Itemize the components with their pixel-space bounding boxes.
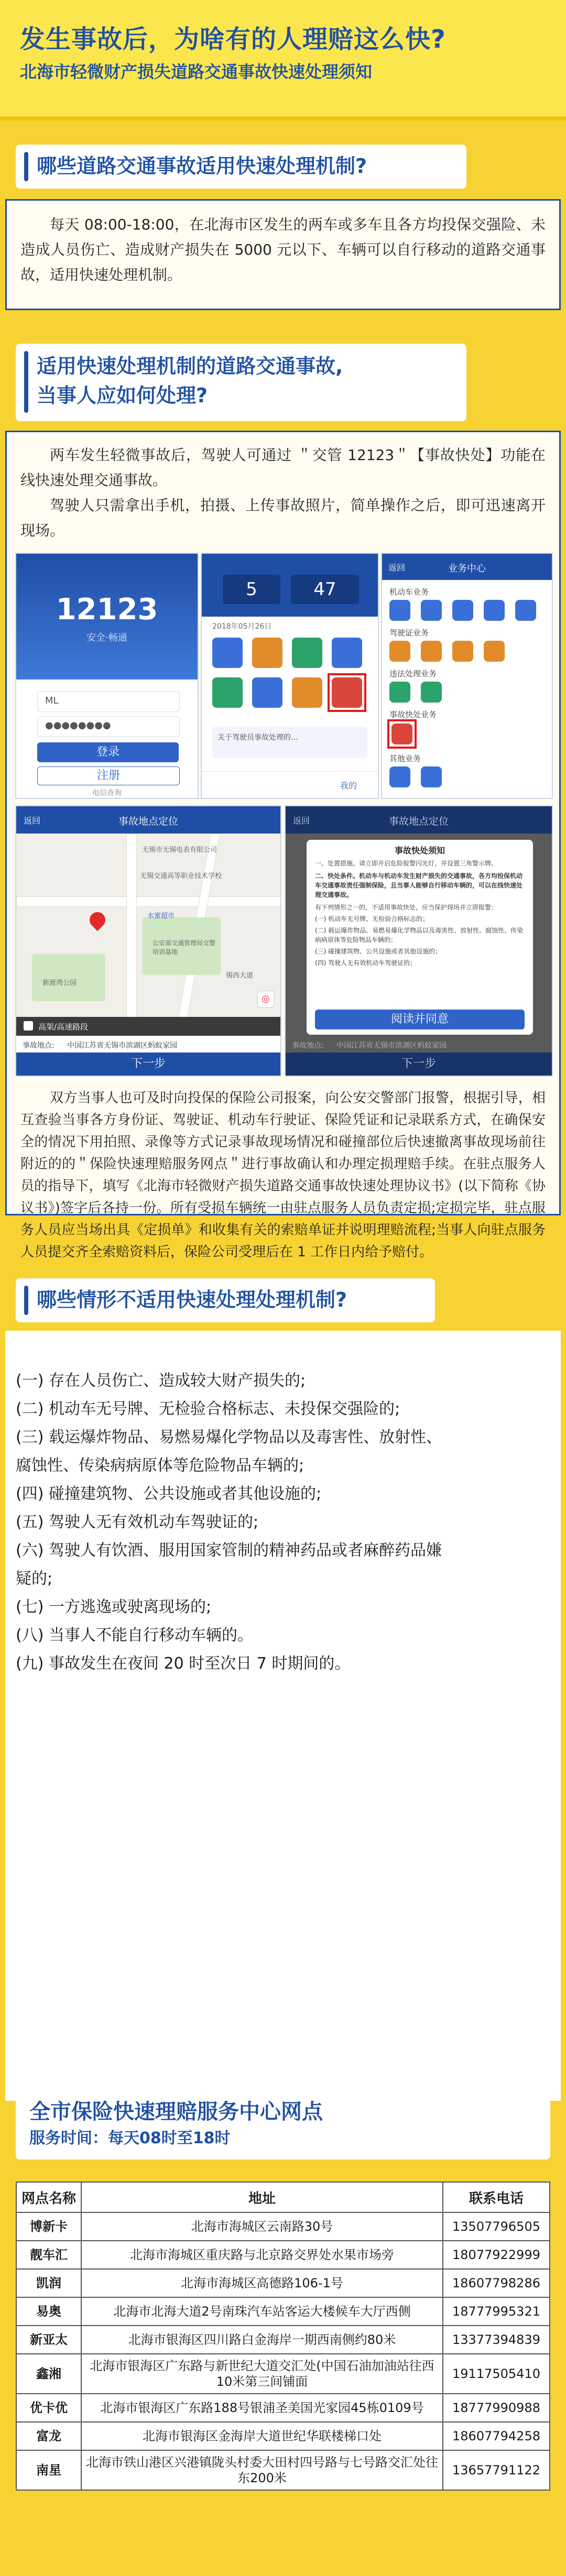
service-tile[interactable] [292, 638, 322, 668]
location-row [292, 1040, 447, 1050]
service-tile[interactable] [389, 600, 410, 621]
service-tile[interactable] [252, 638, 282, 668]
list-item: (二) 机动车无号牌、无检验合格标志、未投保交强险的; [16, 1400, 400, 1418]
header-divider [0, 116, 566, 120]
section2-heading-box [16, 344, 466, 421]
cell-name: 优卡优 [16, 2394, 81, 2422]
cell-phone: 19117505410 [443, 2354, 550, 2394]
list-item: (五) 驾驶人无有效机动车驾驶证的; [16, 1513, 259, 1531]
column-header: 联系电话 [443, 2182, 550, 2212]
toggle-label: 高架/高速路段 [38, 1022, 89, 1032]
checkbox[interactable] [24, 1021, 33, 1031]
dialog-para: (二) 载运爆炸物品、易燃易爆化学物品以及毒害性、放射性、腐蚀性、传染病病原体等危险物品车辆的； [315, 927, 524, 944]
cell-name: 博新卡 [16, 2212, 81, 2241]
highlight-box [328, 673, 366, 712]
list-item: (六) 驾驶人有饮酒、服用国家管制的精神药品或者麻醉药品嫌 [16, 1541, 442, 1560]
table-row [16, 2297, 550, 2326]
map-area[interactable] [16, 834, 280, 1017]
heading-accent-bar [24, 152, 28, 181]
dialog-title: 事故快处须知 [394, 846, 445, 856]
table-row [16, 2450, 550, 2490]
service-tile[interactable] [452, 600, 473, 621]
back-button[interactable]: 返回 [388, 563, 406, 573]
notice-title: 事故地点定位 [388, 816, 449, 827]
home-date: 2018年05月26日 [212, 622, 272, 631]
column-header: 地址 [81, 2182, 443, 2212]
location-row [23, 1040, 177, 1050]
column-header: 网点名称 [16, 2182, 81, 2212]
location-pin-icon [86, 909, 108, 931]
location-prefix: 事故地点: [292, 1042, 324, 1050]
map-top-bar [16, 806, 280, 834]
cell-address: 北海市银海区金海岸大道世纪华联楼梯口处 [81, 2422, 443, 2450]
service-tile[interactable] [292, 677, 322, 708]
cell-address: 北海市铁山港区兴港镇陇头村委大田村四号路与七号路交汇处往东200米 [81, 2450, 443, 2490]
list-item: 腐蚀性、传染病病原体等危险物品车辆的; [16, 1456, 304, 1475]
dialog-para: (四) 驾驶人无有效机动车驾驶证的； [315, 959, 417, 967]
group-license: 驾驶证业务 [389, 628, 429, 638]
password-field[interactable] [37, 716, 180, 737]
section1-text: 每天 08:00-18:00，在北海市区发生的两车或多车且各方均投保交强险、未造成人员伤亡、造成财产损失在 5000 元以下、车辆可以自行移动的道路交通事故，适用快速处理机制。 [20, 216, 546, 283]
table-row [16, 2241, 550, 2269]
home-top-bar [202, 554, 378, 617]
service-tile[interactable] [389, 682, 410, 703]
table-row [16, 2269, 550, 2297]
section2-para3: 双方当事人也可及时向投保的保险公司报案，向公安交警部门报警，根据引导，相互查验当事各方身份证、驾驶证、机动车行驶证、保险凭证和记录联系方式，在确保安全的情况下用拍照、录像等方式记录事故现场情况和碰撞部位后快速撤离事故现场前往附近的的＂保险快速理赔服务网点＂进行事故确认和办理定损理赔手续。在驻点服务人员的指导下，填写《北海市轻微财产损失道路交通事故快速处理协议书》(以下简称《协议书》)签字后各持一份。所有受损车辆统一由驻点服务人员负责定损;定损完毕，驻点服务人员应当场出具《定损单》和收集有关的索赔单证并说明理赔流程;当事人向驻点服务人员提交齐全索赔资料后，保险公司受理后在 1 工作日内给予赔付。 [20, 1090, 546, 1260]
cell-address: 北海市银海区广东路188号银浦圣美国光家园45栋0109号 [81, 2394, 443, 2422]
cell-address: 北海市银海区四川路白金海岸一期西南侧约80米 [81, 2326, 443, 2354]
service-tile[interactable] [389, 766, 410, 787]
service-tile[interactable] [332, 638, 362, 668]
service-tile[interactable] [421, 766, 442, 787]
dialog-para: (一) 机动车无号牌、无检验合格标志的； [315, 915, 429, 923]
service-tile[interactable] [212, 638, 243, 668]
password-mask: ●●●●●●●● [45, 720, 111, 731]
cell-address: 北海市海城区重庆路与北京路交界处水果市场旁 [81, 2241, 443, 2269]
id-field-value: ML [45, 695, 59, 706]
dialog-content [315, 859, 525, 968]
list-item: (八) 当事人不能自行移动车辆的。 [16, 1626, 253, 1645]
forgot-link[interactable]: 电信查询 [92, 789, 122, 797]
table-body [16, 2212, 550, 2490]
list-item: (一) 存在人员伤亡、造成较大财产损失的; [16, 1372, 306, 1390]
map-road [126, 834, 137, 1018]
group-accident: 事故快处业务 [389, 710, 437, 719]
cell-address: 北海市银海区广东路与新世纪大道交汇处(中国石油加油站往西10米第三间铺面 [81, 2354, 443, 2394]
location-value: 中国江苏省无锡市滨湖区蚂蚁家园 [67, 1042, 178, 1050]
back-button[interactable]: 返回 [24, 816, 41, 826]
login-banner [16, 554, 198, 679]
service-tile[interactable] [389, 641, 410, 662]
map-label: 锡西大道 [226, 972, 254, 980]
service-tile[interactable] [421, 682, 442, 703]
cell-phone: 18607794258 [443, 2422, 550, 2450]
section4-heading: 全市保险快速理赔服务中心网点 [29, 2100, 323, 2124]
dialog-para: 二、快处条件。机动车与机动车发生财产损失的交通事故，各方均投保机动车交通事故责任强制保险，且当事人能够自行移动车辆的，可以在线快速处理交通事故。 [315, 872, 523, 898]
cell-phone: 18077922999 [443, 2241, 550, 2269]
list-item: (三) 载运爆炸物品、易燃易爆化学物品以及毒害性、放射性、 [16, 1428, 442, 1446]
cell-name: 易奥 [16, 2297, 81, 2326]
next-button[interactable]: 下一步 [286, 1053, 552, 1076]
cell-phone: 18777995321 [443, 2297, 550, 2326]
group-other: 其他业务 [389, 754, 421, 763]
section2-para1: 两车发生轻微事故后，驾驶人可通过 ＂交管 12123＂【事故快处】功能在线快速处理交通事故。 [20, 446, 546, 489]
toggle-bar [16, 1017, 280, 1036]
table-row [16, 2212, 550, 2241]
map-label: 水蜜超市 [147, 912, 175, 920]
table-row [16, 2354, 550, 2394]
table-row [16, 2422, 550, 2450]
app-logo-subtitle: 安全·畅通 [86, 632, 127, 643]
cell-address: 北海市北海大道2号南珠汽车站客运大楼候车大厅西侧 [81, 2297, 443, 2326]
dialog-para: (三) 碰撞建筑物、公共设施或者其他设施的； [315, 948, 442, 955]
map-label: 新渡湾公园 [42, 979, 77, 987]
count-card-1: 5 [223, 575, 280, 604]
section2-body [5, 431, 561, 1260]
service-tile[interactable] [252, 677, 282, 708]
heading-accent-bar [24, 1286, 28, 1315]
list-item: (七) 一方逃逸或驶离现场的; [16, 1598, 212, 1616]
home-bottom-nav [202, 771, 378, 798]
dialog-para: 有下列情形之一的，不适用事故快处，应当保护现场并立即报警： [315, 904, 498, 911]
cell-name: 新亚太 [16, 2326, 81, 2354]
section2-heading-line2: 当事人应如何处理? [37, 384, 208, 407]
page-subtitle: 北海市轻微财产损失道路交通事故快速处理须知 [20, 62, 373, 82]
cell-phone: 13377394839 [443, 2326, 550, 2354]
register-button[interactable]: 注册 [37, 766, 180, 785]
cell-phone: 13657791122 [443, 2450, 550, 2490]
cell-address: 北海市海城区高德路106-1号 [81, 2269, 443, 2297]
section2-para2: 驾驶人只需拿出手机，拍摄、上传事故照片，简单操作之后，即可迅速离开现场。 [20, 497, 546, 539]
header-banner [0, 0, 566, 120]
app-map-screen [15, 805, 281, 1077]
service-tile[interactable] [452, 641, 473, 662]
list-item: (九) 事故发生在夜间 20 时至次日 7 时期间的。 [16, 1654, 351, 1673]
service-tile[interactable] [421, 600, 442, 621]
app-login-screen [15, 553, 199, 799]
app-notice-screen [285, 805, 553, 1077]
map-road [16, 896, 281, 907]
business-top-bar [382, 554, 552, 580]
cell-name: 鑫湘 [16, 2354, 81, 2394]
app-logo: 12123 [56, 593, 158, 627]
location-prefix: 事故地点: [23, 1042, 55, 1050]
section1-body [5, 199, 561, 310]
notice-top-bar [286, 806, 552, 834]
cell-phone: 18607798286 [443, 2269, 550, 2297]
list-item: (四) 碰撞建筑物、公共设施或者其他设施的; [16, 1485, 322, 1503]
home-notice[interactable]: 关于驾驶员事故处理的… [212, 727, 367, 758]
back-button[interactable]: 返回 [293, 816, 310, 826]
table-row [16, 2326, 550, 2354]
cell-address: 北海市海城区云南路30号 [81, 2212, 443, 2241]
section3-heading-box [16, 1278, 435, 1322]
location-value: 中国江苏省无锡市滨湖区蚂蚁家园 [336, 1042, 447, 1050]
section1-heading: 哪些道路交通事故适用快速处理机制? [37, 155, 367, 178]
map-label: 公安部交通管理局交警培训基地 [153, 939, 216, 956]
service-hours: 服务时间：每天08时至18时 [29, 2129, 231, 2147]
section2-heading-line1: 适用快速处理机制的道路交通事故, [37, 355, 343, 378]
service-tile[interactable] [421, 641, 442, 662]
map-label: 无锡交通高等职业技术学校 [140, 872, 222, 880]
service-table-wrap [16, 2182, 550, 2491]
section1-heading-box [16, 145, 466, 189]
page-title: 发生事故后，为啥有的人理赔这么快? [20, 25, 446, 54]
service-tile[interactable] [515, 600, 536, 621]
cell-phone: 18777990988 [443, 2394, 550, 2422]
count-card-2: 47 [291, 575, 359, 604]
app-home-screen [201, 553, 379, 799]
service-tile[interactable] [212, 677, 243, 708]
highlight-box [387, 719, 417, 749]
app-business-screen [381, 553, 553, 799]
agree-button[interactable]: 阅读并同意 [315, 1010, 525, 1029]
map-label: 无锡市无锡电表有限公司 [142, 846, 217, 854]
service-tile[interactable] [484, 641, 505, 662]
list-item: 疑的; [16, 1570, 53, 1588]
cell-phone: 13507796505 [443, 2212, 550, 2241]
cell-name: 富龙 [16, 2422, 81, 2450]
notice-dialog [307, 840, 533, 1035]
nav-mine[interactable]: 我的 [340, 781, 357, 791]
login-button[interactable]: 登录 [37, 742, 179, 762]
table-row [16, 2394, 550, 2422]
cell-name: 南星 [16, 2450, 81, 2490]
section3-heading: 哪些情形不适用快速处理处理机制? [37, 1288, 347, 1311]
dialog-para: 一、处置措施。请立即开启危险报警闪光灯，并设置三角警示牌。 [315, 860, 498, 867]
heading-accent-bar [24, 351, 28, 413]
section4-heading-box [16, 2090, 550, 2160]
service-table [16, 2182, 550, 2491]
next-button[interactable]: 下一步 [16, 1053, 280, 1076]
cell-name: 凯润 [16, 2269, 81, 2297]
business-title: 业务中心 [448, 563, 486, 574]
group-vehicle: 机动车业务 [389, 587, 429, 597]
table-header-row [16, 2182, 550, 2212]
cell-name: 靓车汇 [16, 2241, 81, 2269]
locate-icon[interactable]: ◎ [257, 991, 274, 1007]
service-tile[interactable] [484, 600, 505, 621]
map-title: 事故地点定位 [118, 816, 178, 827]
group-violation: 违法处理业务 [389, 669, 437, 678]
id-field[interactable] [37, 691, 180, 712]
